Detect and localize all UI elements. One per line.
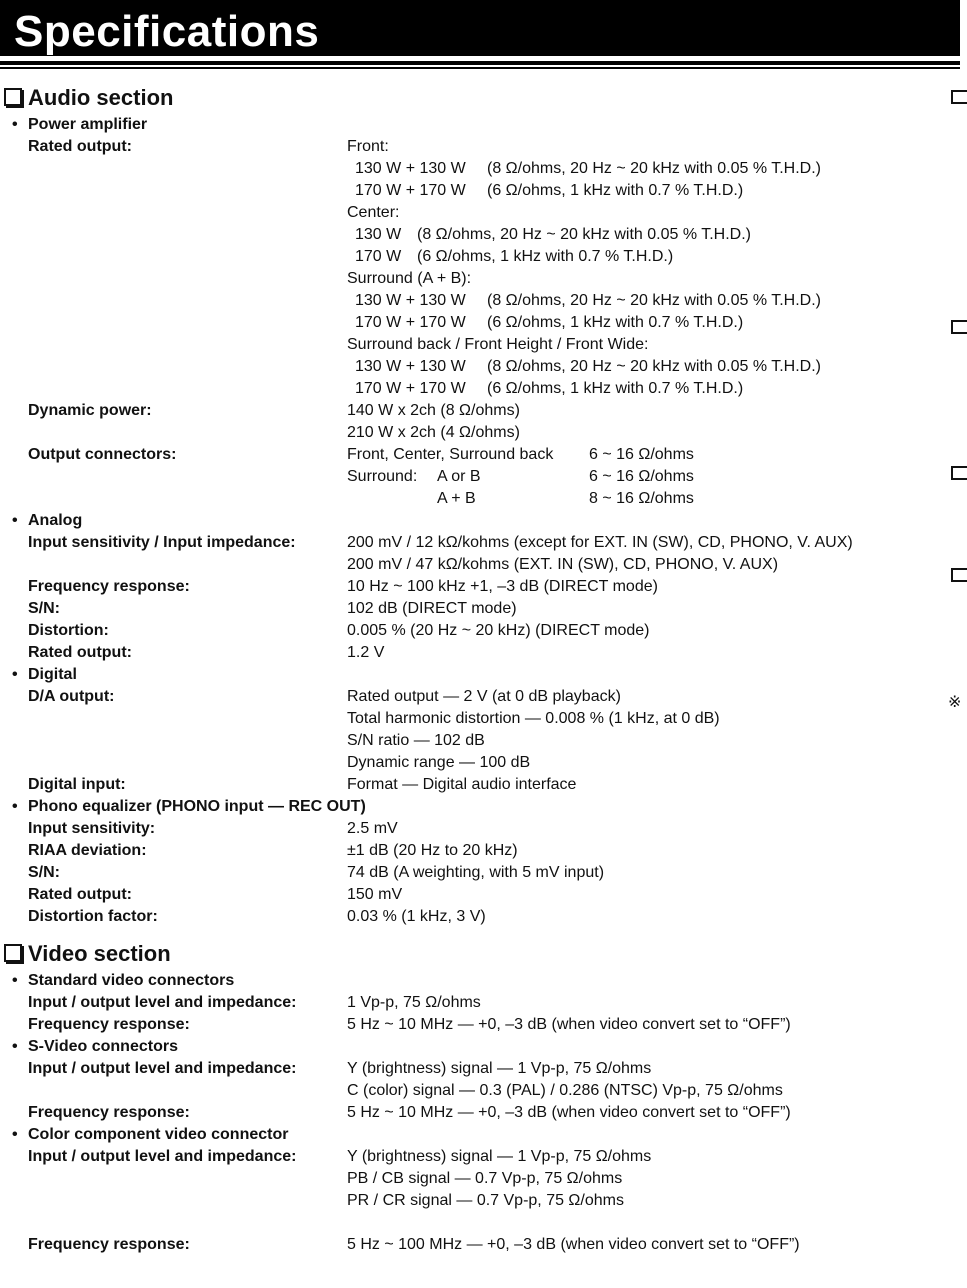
spec-row xyxy=(0,554,940,576)
spec-row xyxy=(0,992,940,1014)
spec-row xyxy=(0,334,940,356)
spec-row xyxy=(0,642,940,664)
page-title: Specifications xyxy=(14,7,320,56)
analog-heading: • Analog xyxy=(0,510,940,532)
spec-value: 1 Vp-p, 75 Ω/ohms xyxy=(347,994,481,1011)
checkbox-icon xyxy=(4,944,22,962)
group-name: Center: xyxy=(347,204,400,221)
spec-value: Y (brightness) signal — 1 Vp-p, 75 Ω/ohms xyxy=(347,1148,652,1165)
spec-row xyxy=(0,1212,940,1234)
condition-value: (6 Ω/ohms, 1 kHz with 0.7 % T.H.D.) xyxy=(487,182,744,199)
spec-value: 5 Hz ~ 10 MHz — +0, –3 dB (when video convert set to “OFF”) xyxy=(347,1016,791,1033)
spec-row xyxy=(0,752,940,774)
spec-value: 0.005 % (20 Hz ~ 20 kHz) (DIRECT mode) xyxy=(347,622,650,639)
spec-label: Input sensitivity / Input impedance: xyxy=(28,534,296,551)
connector-name: Front, Center, Surround back xyxy=(347,446,554,463)
spec-value: Format — Digital audio interface xyxy=(347,776,577,793)
digital-heading: • Digital xyxy=(0,664,940,686)
spec-label: Rated output: xyxy=(28,138,132,155)
spec-row xyxy=(0,1058,940,1080)
spec-row xyxy=(0,576,940,598)
component-video-heading: • Color component video connector xyxy=(0,1124,940,1146)
spec-row xyxy=(0,180,940,202)
condition-value: (8 Ω/ohms, 20 Hz ~ 20 kHz with 0.05 % T.H.D.) xyxy=(487,358,822,375)
bullet-icon: • xyxy=(12,1126,18,1143)
spec-value: Rated output — 2 V (at 0 dB playback) xyxy=(347,688,621,705)
phono-heading: • Phono equalizer (PHONO input — REC OUT) xyxy=(0,796,940,818)
spec-value: PB / CB signal — 0.7 Vp-p, 75 Ω/ohms xyxy=(347,1170,623,1187)
spec-row xyxy=(0,730,940,752)
bullet-icon: • xyxy=(12,666,18,683)
spec-row xyxy=(0,1146,940,1168)
spec-row xyxy=(0,708,940,730)
spec-row xyxy=(0,290,940,312)
spec-row xyxy=(0,268,940,290)
spec-row xyxy=(0,356,940,378)
spec-value: Dynamic range — 100 dB xyxy=(347,754,531,771)
spec-label: Distortion: xyxy=(28,622,109,639)
connector-impedance: 6 ~ 16 Ω/ohms xyxy=(589,446,694,463)
watts-value: 130 W + 130 W xyxy=(355,292,466,309)
watts-value: 170 W xyxy=(355,248,402,265)
spec-value: 1.2 V xyxy=(347,644,385,661)
spec-label: Distortion factor: xyxy=(28,908,158,925)
spec-row xyxy=(0,202,940,224)
spec-row xyxy=(0,158,940,180)
audio-section-heading: Audio section xyxy=(0,84,940,114)
watts-value: 170 W + 170 W xyxy=(355,314,466,331)
spec-row xyxy=(0,620,940,642)
spec-label: S/N: xyxy=(28,600,60,617)
note-mark: ※ xyxy=(948,694,962,711)
connector-option: A or B xyxy=(437,468,481,485)
title-rule-thin xyxy=(0,67,960,69)
spec-label: Digital input: xyxy=(28,776,126,793)
bullet-icon: • xyxy=(12,798,18,815)
spec-label: Frequency response: xyxy=(28,578,190,595)
checkbox-icon xyxy=(4,88,22,106)
spec-row xyxy=(0,136,940,158)
spec-row xyxy=(0,246,940,268)
connector-impedance: 6 ~ 16 Ω/ohms xyxy=(589,468,694,485)
title-rule-thick xyxy=(0,61,960,65)
spec-value: 200 mV / 47 kΩ/kohms (EXT. IN (SW), CD, PHONO, V. AUX) xyxy=(347,556,779,573)
spec-row xyxy=(0,840,940,862)
spec-row xyxy=(0,466,940,488)
spec-label: Rated output: xyxy=(28,886,132,903)
power-amplifier-heading: • Power amplifier xyxy=(0,114,940,136)
spec-row xyxy=(0,488,940,510)
spec-value: 140 W x 2ch (8 Ω/ohms) xyxy=(347,402,520,419)
group-name: Surround (A + B): xyxy=(347,270,472,287)
watts-value: 130 W + 130 W xyxy=(355,358,466,375)
connector-impedance: 8 ~ 16 Ω/ohms xyxy=(589,490,694,507)
spec-label: Dynamic power: xyxy=(28,402,152,419)
bullet-icon: • xyxy=(12,116,18,133)
condition-value: (8 Ω/ohms, 20 Hz ~ 20 kHz with 0.05 % T.H.D.) xyxy=(417,226,752,243)
spec-label: Input / output level and impedance: xyxy=(28,1148,297,1165)
spec-row xyxy=(0,862,940,884)
video-section-heading: Video section xyxy=(0,940,940,970)
watts-value: 170 W + 170 W xyxy=(355,380,466,397)
spec-label: Output connectors: xyxy=(28,446,177,463)
bullet-icon: • xyxy=(12,1038,18,1055)
group-name: Front: xyxy=(347,138,389,155)
svideo-heading: • S-Video connectors xyxy=(0,1036,940,1058)
connector-name: Surround: xyxy=(347,468,418,485)
spec-label: Frequency response: xyxy=(28,1016,190,1033)
edge-checkbox-icon xyxy=(948,466,960,480)
spec-row xyxy=(0,422,940,444)
spec-label: RIAA deviation: xyxy=(28,842,147,859)
condition-value: (6 Ω/ohms, 1 kHz with 0.7 % T.H.D.) xyxy=(417,248,674,265)
spec-value: 5 Hz ~ 10 MHz — +0, –3 dB (when video convert set to “OFF”) xyxy=(347,1104,791,1121)
spec-row xyxy=(0,1014,940,1036)
spec-row xyxy=(0,774,940,796)
spec-value: 0.03 % (1 kHz, 3 V) xyxy=(347,908,486,925)
spec-label: Frequency response: xyxy=(28,1104,190,1121)
watts-value: 170 W + 170 W xyxy=(355,182,466,199)
spec-label: D/A output: xyxy=(28,688,115,705)
spec-label: S/N: xyxy=(28,864,60,881)
bullet-icon: • xyxy=(12,512,18,529)
spec-row xyxy=(0,532,940,554)
bullet-icon: • xyxy=(12,972,18,989)
condition-value: (8 Ω/ohms, 20 Hz ~ 20 kHz with 0.05 % T.H.D.) xyxy=(487,292,822,309)
spec-label: Input sensitivity: xyxy=(28,820,156,837)
spec-value: Total harmonic distortion — 0.008 % (1 kHz, at 0 dB) xyxy=(347,710,720,727)
spec-value: C (color) signal — 0.3 (PAL) / 0.286 (NTSC) Vp-p, 75 Ω/ohms xyxy=(347,1082,783,1099)
condition-value: (6 Ω/ohms, 1 kHz with 0.7 % T.H.D.) xyxy=(487,380,744,397)
spec-value: 10 Hz ~ 100 kHz +1, –3 dB (DIRECT mode) xyxy=(347,578,658,595)
spec-value: 5 Hz ~ 100 MHz — +0, –3 dB (when video convert set to “OFF”) xyxy=(347,1236,800,1253)
group-name: Surround back / Front Height / Front Wide: xyxy=(347,336,649,353)
spec-value: 200 mV / 12 kΩ/kohms (except for EXT. IN (SW), CD, PHONO, V. AUX) xyxy=(347,534,853,551)
spec-row xyxy=(0,400,940,422)
spec-value: 2.5 mV xyxy=(347,820,398,837)
spec-document xyxy=(0,84,940,1256)
spec-value: S/N ratio — 102 dB xyxy=(347,732,485,749)
spec-row xyxy=(0,1080,940,1102)
spec-row xyxy=(0,598,940,620)
condition-value: (8 Ω/ohms, 20 Hz ~ 20 kHz with 0.05 % T.H.D.) xyxy=(487,160,822,177)
spec-row xyxy=(0,884,940,906)
spec-row xyxy=(0,906,940,928)
edge-checkbox-icon xyxy=(948,90,960,104)
section-gap xyxy=(0,928,940,940)
spec-label: Input / output level and impedance: xyxy=(28,994,297,1011)
standard-video-heading: • Standard video connectors xyxy=(0,970,940,992)
edge-checkbox-icon xyxy=(948,568,960,582)
spec-row xyxy=(0,1190,940,1212)
spec-label: Input / output level and impedance: xyxy=(28,1060,297,1077)
title-bar xyxy=(0,0,960,56)
spec-row xyxy=(0,1234,940,1256)
spec-row xyxy=(0,444,940,466)
spec-label: Frequency response: xyxy=(28,1236,190,1253)
spec-value: Y (brightness) signal — 1 Vp-p, 75 Ω/ohms xyxy=(347,1060,652,1077)
spec-row xyxy=(0,224,940,246)
spec-value: ±1 dB (20 Hz to 20 kHz) xyxy=(347,842,518,859)
edge-checkbox-icon xyxy=(948,320,960,334)
spec-row xyxy=(0,378,940,400)
spec-row xyxy=(0,1102,940,1124)
spec-value: 150 mV xyxy=(347,886,403,903)
spec-row xyxy=(0,312,940,334)
connector-option: A + B xyxy=(437,490,476,507)
spec-label: Rated output: xyxy=(28,644,132,661)
condition-value: (6 Ω/ohms, 1 kHz with 0.7 % T.H.D.) xyxy=(487,314,744,331)
spec-row xyxy=(0,818,940,840)
spec-value: 102 dB (DIRECT mode) xyxy=(347,600,517,617)
watts-value: 130 W xyxy=(355,226,402,243)
spec-value: 210 W x 2ch (4 Ω/ohms) xyxy=(347,424,520,441)
spec-value: 74 dB (A weighting, with 5 mV input) xyxy=(347,864,605,881)
watts-value: 130 W + 130 W xyxy=(355,160,466,177)
spec-row xyxy=(0,1168,940,1190)
spec-row xyxy=(0,686,940,708)
spec-value: PR / CR signal — 0.7 Vp-p, 75 Ω/ohms xyxy=(347,1192,624,1209)
